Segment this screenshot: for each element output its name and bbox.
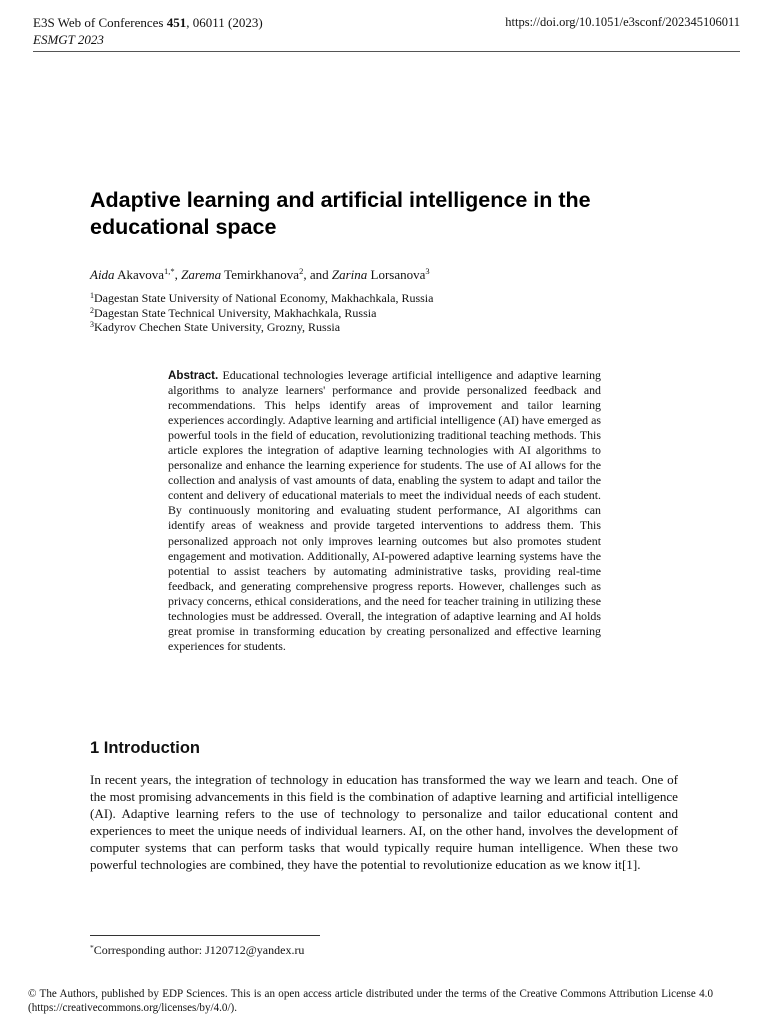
paper-title: Adaptive learning and artificial intelligence in the educational space: [90, 188, 591, 239]
footnote-mark: *: [90, 943, 94, 952]
affiliation-number: 2: [90, 305, 94, 315]
author-given-name: Aida: [90, 267, 115, 282]
author-family-name: Temirkhanova: [224, 267, 300, 282]
author-affiliation-mark: 3: [425, 266, 430, 276]
author-given-name: Zarina: [331, 267, 368, 282]
affiliation-number: 3: [90, 320, 94, 330]
author-separator: ,: [303, 267, 310, 282]
affiliation-list: [90, 291, 433, 335]
affiliation-item: [90, 320, 433, 335]
journal-volume: 451: [166, 15, 187, 30]
author-affiliation-mark: 1,*: [164, 266, 175, 276]
author-separator: ,: [174, 267, 182, 282]
journal-name: E3S Web of Conferences: [33, 15, 164, 30]
author-list: [90, 266, 430, 283]
abstract-label: Abstract.: [168, 369, 219, 382]
footnote-text: Corresponding author: J120712@yandex.ru: [93, 943, 305, 957]
section-heading: 1 Introduction: [90, 739, 200, 757]
footnote: [90, 943, 304, 958]
abstract: [168, 368, 601, 654]
introduction-paragraph: In recent years, the integration of technology in education has transformed the way we learn and teach. One of the most promising advancements in this field is the combination of adaptive learning and artificial intelligence (AI). Adaptive learning refers to the use of technology to personalize and tailor educational content and experiences to meet the unique needs of individual learners. AI, on the other hand, involves the development of computer systems that can perform tasks that would typically require human intelligence. When these two powerful technologies are combined, they have the potential to revolutionize education as we know it[1].: [90, 772, 678, 872]
affiliation-number: 1: [90, 291, 94, 300]
author-family-name: Akavova: [117, 267, 165, 282]
article-number: , 06011 (2023): [186, 15, 263, 30]
conference-name: ESMGT 2023: [33, 32, 104, 47]
abstract-text: Educational technologies leverage artificial intelligence and adaptive learning algorithms to analyze learners' performance and provide personalized feedback and recommendations. This helps identify areas of improvement and tailor learning experiences accordingly. Adaptive learning and artificial intelligence (AI) have emerged as powerful tools in the field of education, revolutionizing traditional teaching methods. This article explores the integration of adaptive learning technologies with AI algorithms to personalize and enhance the learning experience for students. The use of AI allows for the collection and analysis of vast amounts of data, enabling the system to adapt and tailor the content and delivery of educational materials to meet the individual needs of each student. By continuously monitoring and evaluating student performance, AI algorithms can identify areas of weakness and provide targeted interventions to address them. This personalized approach not only improves learning outcomes but also promotes student engagement and motivation. Additionally, AI-powered adaptive learning systems have the potential to assist teachers by automating administrative tasks, providing real-time feedback, and generating comprehensive progress reports. However, challenges such as privacy concerns, ethical considerations, and the need for teacher training in utilizing these technologies must be addressed. Overall, the integration of adaptive learning and AI holds great promise in transforming education by creating personalized and effective learning experiences for students.: [168, 368, 601, 653]
author-affiliation-mark: 2: [299, 266, 304, 276]
journal-info: [33, 14, 263, 48]
affiliation-text: Kadyrov Chechen State University, Grozny, Russia: [94, 320, 341, 335]
journal-line: [33, 14, 263, 31]
author-conjunction: and: [309, 267, 332, 282]
author-family-name: Lorsanova: [370, 267, 426, 282]
affiliation-text: Dagestan State Technical University, Makhachkala, Russia: [94, 305, 377, 320]
affiliation-text: Dagestan State University of National Economy, Makhachkala, Russia: [94, 291, 434, 305]
footnote-divider: [90, 935, 320, 936]
affiliation-item: [90, 291, 433, 306]
author-given-name: Zarema: [181, 267, 222, 282]
affiliation-item: [90, 306, 433, 321]
doi-link[interactable]: https://doi.org/10.1051/e3sconf/202345106011: [505, 15, 740, 29]
header-divider: [33, 51, 740, 52]
license-notice: © The Authors, published by EDP Sciences. This is an open access article distributed under the terms of the Creative Commons Attribution License 4.0 (https://creativecommons.org/licenses/by/4.0/).: [28, 988, 713, 1014]
